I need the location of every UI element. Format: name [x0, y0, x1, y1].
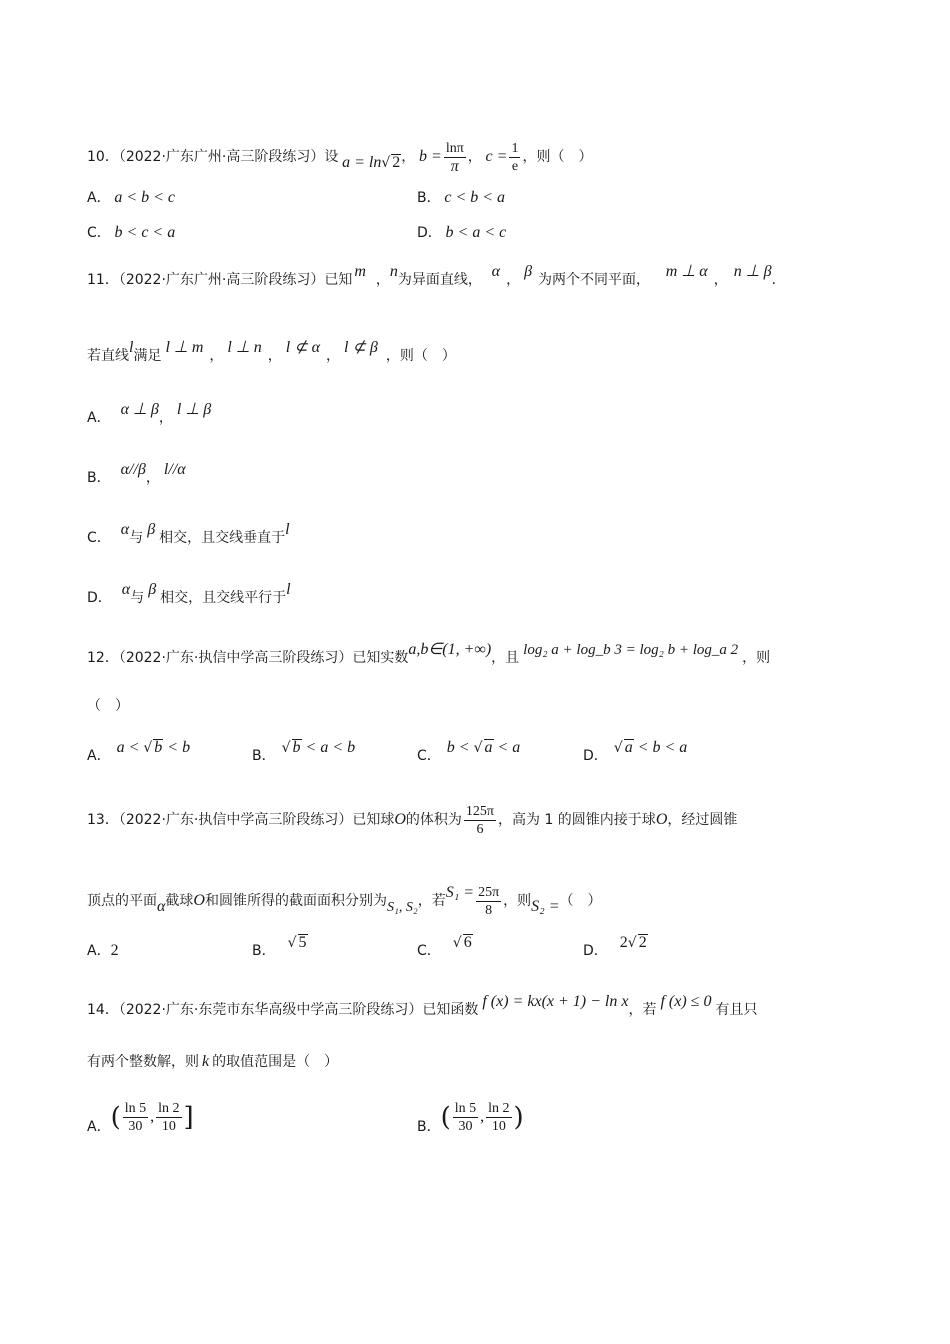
question-number: 13．: [87, 811, 119, 828]
q11-option-c[interactable]: C． α与 β 相交，且交线垂直于l: [87, 521, 290, 546]
question-source: （2022·广东·东莞市东华高级中学高三阶段练习）: [118, 1002, 423, 1018]
q12-option-a[interactable]: A． a < √ b < b: [87, 739, 191, 764]
q10-option-c[interactable]: C． b < c < a: [87, 224, 176, 241]
q11-option-a[interactable]: A． α ⊥ β， l ⊥ β: [87, 401, 212, 426]
q10-option-d[interactable]: D． b < a < c: [417, 224, 507, 241]
question-11-stem-line1: 11．（2022·广东广州·高三阶段练习）已知 m ，n为异面直线， α ， β 为两个不同平面， m ⊥ α ， n ⊥ β.: [87, 263, 777, 288]
q12-option-c[interactable]: C． b < √ a < a: [417, 739, 521, 764]
q13-option-b[interactable]: B． √ 5: [252, 934, 307, 959]
q12-option-d[interactable]: D． √ a < b < a: [583, 739, 688, 764]
question-number: 10．: [87, 148, 119, 165]
fraction-b: $\frac{\ln\pi}{\pi}$: [445, 141, 464, 175]
q10-option-a[interactable]: A． a < b < c: [87, 189, 176, 206]
fraction-s1: $\frac{25\pi}{8}$: [478, 885, 500, 918]
question-source: （2022·广东广州·高三阶段练习）: [118, 272, 325, 288]
q13-option-c[interactable]: C． √ 6: [417, 934, 472, 959]
q13-option-a[interactable]: A．2: [87, 942, 119, 959]
question-13-stem-line1: 13．（2022·广东·执信中学高三阶段练习）已知球O的体积为 $\frac{125\pi}{6}$ ，高为 1 的圆锥内接于球O，经过圆锥: [87, 804, 738, 837]
q11-option-b[interactable]: B． α//β， l//α: [87, 461, 186, 486]
fraction-volume: $\frac{125\pi}{6}$: [465, 804, 494, 837]
question-number: 11．: [87, 272, 119, 288]
q11-option-d[interactable]: D． α与 β 相交，且交线平行于l: [87, 581, 291, 606]
question-14-stem-line2: 有两个整数解，则 k 的取值范围是（ ）: [87, 1053, 339, 1070]
q13-option-d[interactable]: D． 2√ 2: [583, 934, 647, 959]
question-10-stem: 10．（2022·广东广州·高三阶段练习）设 a = ln√ 2， b = $\frac{\ln\pi}{\pi}$ ， c = $\frac{1}{e}$ ，则（ ）: [87, 141, 593, 175]
q14-option-b[interactable]: B．( $\frac{\ln 5}{30}$ , $\frac{\ln 2}{10}$ ): [417, 1101, 524, 1135]
question-11-stem-line2: 若直线l满足 l ⊥ m ， l ⊥ n ， l ⊄ α ， l ⊄ β ，则（ ）: [87, 339, 456, 364]
q12-option-b[interactable]: B． √ b < a < b: [252, 739, 356, 764]
q10-option-b[interactable]: B． c < b < a: [417, 189, 506, 206]
question-source: （2022·广东·执信中学高三阶段练习）: [118, 650, 353, 666]
question-12-stem: 12．（2022·广东·执信中学高三阶段练习）已知实数a,b∈(1, +∞)，且 log₂ a + log_b 3 = log₂ b + log_a 2 ，则: [87, 641, 771, 666]
question-source: （2022·广东·执信中学高三阶段练习）: [118, 811, 353, 828]
question-12-paren: （ ）: [87, 698, 129, 714]
question-number: 14．: [87, 1002, 119, 1018]
question-13-stem-line2: 顶点的平面α截球O和圆锥所得的截面面积分别为S₁, S₂，若S₁ = $\frac{25\pi}{8}$ ，则S₂ =（ ）: [87, 883, 602, 918]
question-number: 12．: [87, 650, 119, 666]
question-14-stem-line1: 14．（2022·广东·东莞市东华高级中学高三阶段练习）已知函数 f (x) = kx(x + 1) − ln x，若 f (x) ≤ 0 有且只: [87, 993, 758, 1018]
fraction-c: $\frac{1}{e}$: [511, 141, 519, 174]
question-source: （2022·广东广州·高三阶段练习）: [118, 148, 325, 165]
q14-option-a[interactable]: A．( $\frac{\ln 5}{30}$ , $\frac{\ln 2}{10}$ ]: [87, 1101, 194, 1135]
